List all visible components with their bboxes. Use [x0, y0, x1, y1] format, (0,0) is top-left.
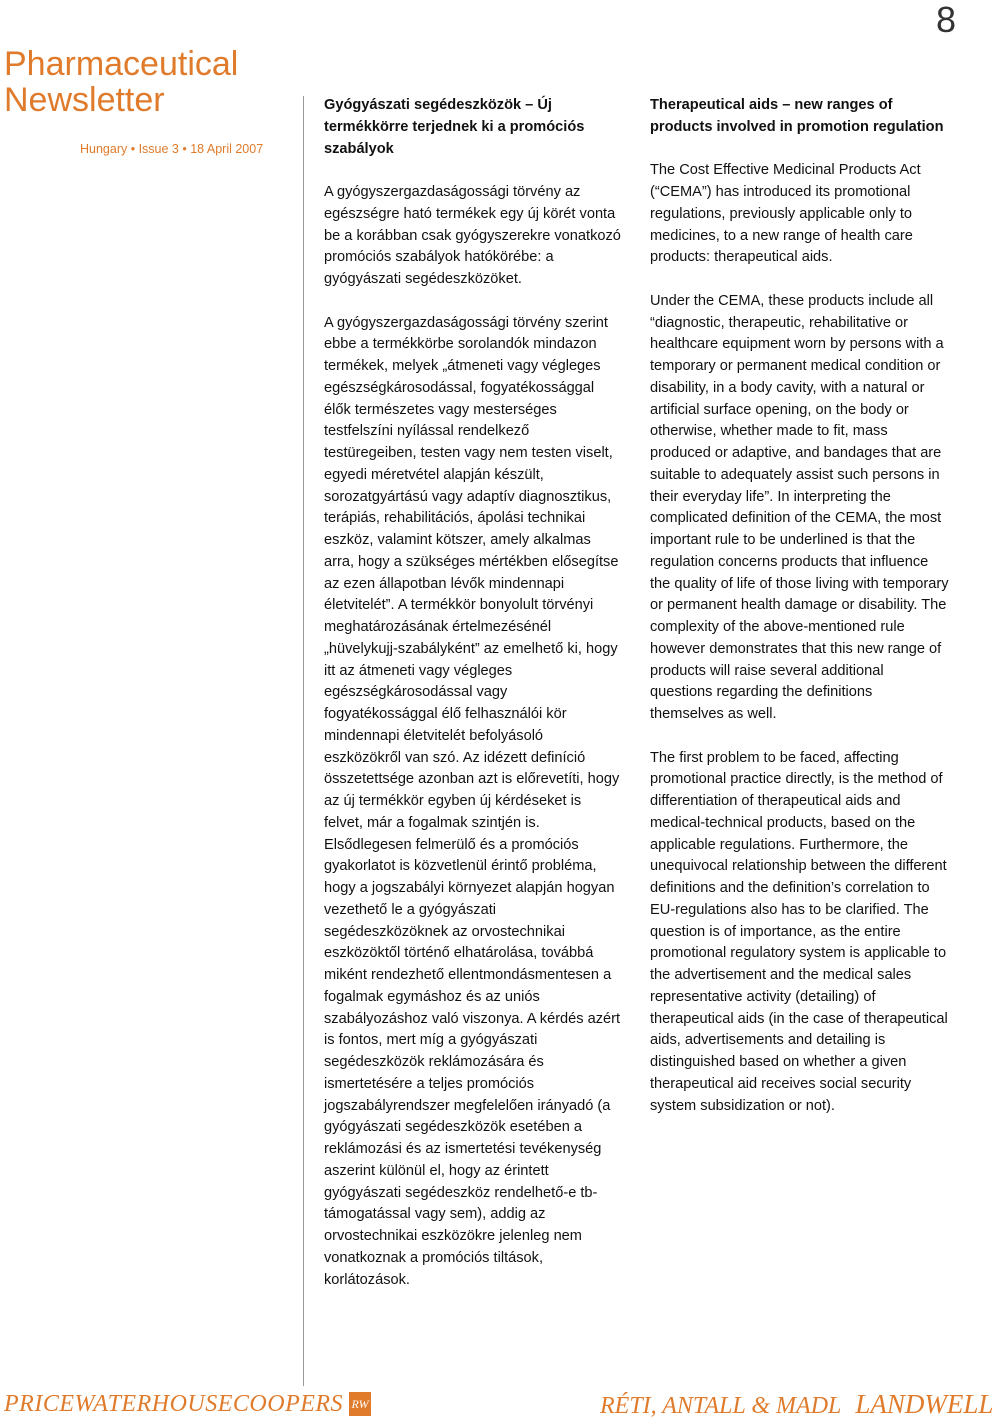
reti-antall-madl-landwell-logo [600, 1386, 993, 1422]
newsletter-title-line2: Newsletter [4, 81, 165, 119]
issue-info: Hungary • Issue 3 • 18 April 2007 [80, 142, 264, 156]
english-paragraph-2: Under the CEMA, these products include all “diagnostic, therapeutic, rehabilitative or healthcare equipment worn by persons with a temporary or permanent medical condition or disability, in a body cavity, with a natural or artificial surface opening, on the body or otherwise, whether made to fit, mass produced or adaptive, and bandages that are suitable to adequately assist such persons in their everyday life”. In interpreting the complicated definition of the CEMA, the most important rule to be underlined is that the regulation concerns products that influence the quality of life of those living with temporary or permanent health damage or disability. The complexity of the above-mentioned rule however demonstrates that this new range of products will raise several additional questions regarding the definitions themselves as well. [650, 292, 949, 722]
english-paragraph-3: The first problem to be faced, affecting promotional practice directly, is the method of differentiation of therapeutical aids and medical-technical products, based on the applicable regulations. Furthermore, the unequivocal relationship between the different definitions and the definition’s correlation to EU-regulations also has to be clarified. The question is of importance, as the entire promotional regulatory system is applicable to the advertisement and the medical sales representative activity (detailing) of therapeutical aids (in the case of therapeutical aids, advertisements and detailing is distinguished based on whether a given therapeutical aid receives social security system subsidization or not). [650, 749, 948, 1114]
english-paragraph-1: The Cost Effective Medicinal Products Act (“CEMA”) has introduced its promotional regulations, previously applicable only to medicines, to a new range of health care products: therapeutical aids. [650, 162, 921, 266]
pwc-logo-text: PRICEWATERHOUSECOOPERS [4, 1390, 344, 1417]
vertical-divider [303, 96, 304, 1386]
rw-badge-icon: RW [349, 1392, 371, 1416]
pricewaterhousecoopers-logo [4, 1386, 371, 1422]
english-heading: Therapeutical aids – new ranges of products involved in promotion regulation [650, 97, 944, 135]
ram-logo-text: RÉTI, ANTALL & MADL [600, 1393, 842, 1419]
hungarian-paragraph-1: A gyógyszergazdaságossági törvény az egészségre ható termékek egy új körét vonta be a korábban csak gyógyszerekre vonatkozó promóciós szabályok hatókörébe: a gyógyászati segédeszközöket. [324, 184, 621, 287]
hungarian-column [324, 95, 624, 1313]
newsletter-title-line1: Pharmaceutical [4, 45, 239, 83]
hungarian-paragraph-3: Elsődlegesen felmerülő és a promóciós gyakorlatot is közvetlenül érintő probléma, hogy a jogszabályi környezet alapján hogyan vezethető le a gyógyászati segédeszközöknek az orvostechnikai eszközöktől történő elhatárolása, továbbá miként rendezhető ellentmondásmentesen a fogalmak egymáshoz és az uniós szabályozáshoz való viszonya. A kérdés azért is fontos, mert míg a gyógyászati segédeszközök reklámozására és ismertetésére a teljes promóciós jogszabályrendszer megfelelően irányadó (a gyógyászati segédeszközök esetében a reklámozási és az ismertetési tevékenység aszerint különül el, hogy az érintett gyógyászati segédeszköz rendelhető-e tb-támogatással vagy sem), addig az orvostechnikai eszközökre jelenleg nem vonatkoznak a promóciós tiltások, korlátozások. [324, 836, 621, 1288]
newsletter-title [4, 46, 294, 118]
landwell-logo-text: LANDWELL [855, 1389, 993, 1419]
hungarian-heading: Gyógyászati segédeszközök – Új termékkörre terjednek ki a promóciós szabályok [324, 97, 585, 157]
hungarian-paragraph-2: A gyógyszergazdaságossági törvény szerint ebbe a termékkörbe sorolandók mindazon termékek, melyek „átmeneti vagy végleges egészségkárosodással, fogyatékossággal élők természetes vagy mesterséges testfelszíni nyílással rendelkező testüregeiben, testen vagy nem testen viselt, egyedi méretvétel alapján készült, sorozatgyártású vagy adaptív diagnosztikus, terápiás, rehabilitációs, ápolási technikai eszköz, valamint kötszer, amely alkalmas arra, hogy a szükséges mértékben elősegítse az ezen állapotban lévők mindennapi életvitelét”. A termékkör bonyolult törvényi meghatározásának értelmezésénél „hüvelykujj-szabályként” az emelhető ki, hogy itt az átmeneti vagy végleges egészségkárosodással vagy fogyatékossággal élő felhasználói kör mindennapi életvitelét befolyásoló eszközökről van szó. Az idézett definíció összetettsége azonban azt is előrevetíti, hogy az új termékkör egyben új kérdéseket is felvet, már a fogalmak szintjén is. [324, 314, 620, 831]
english-column [650, 95, 950, 1139]
page-number: 8 [935, 0, 956, 40]
